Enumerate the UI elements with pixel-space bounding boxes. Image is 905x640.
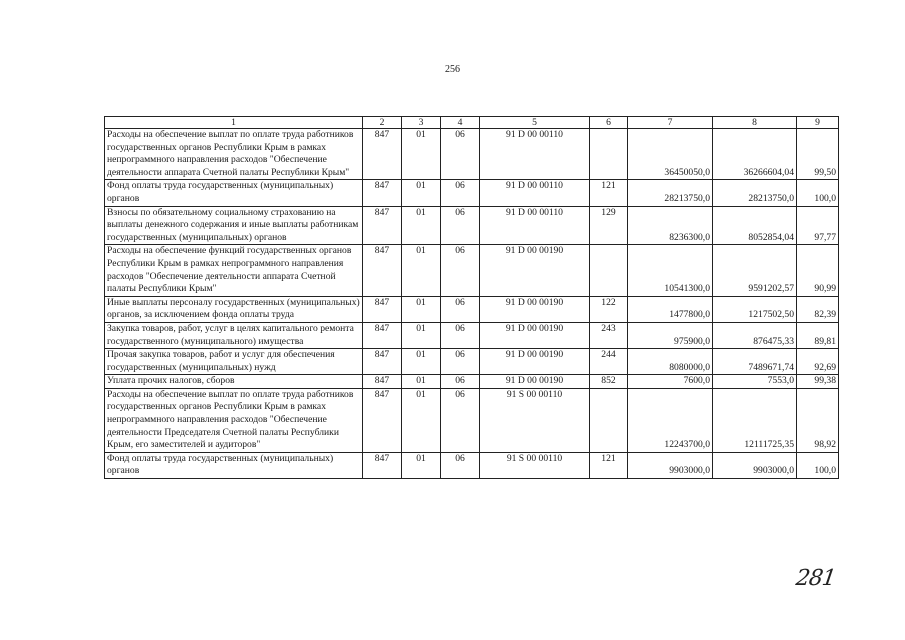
planned-amount-cell: 8080000,0 bbox=[628, 349, 713, 375]
header-cell: 3 bbox=[402, 117, 441, 129]
section-cell: 01 bbox=[402, 322, 441, 348]
execution-percent-cell: 100,0 bbox=[797, 452, 839, 478]
section-cell: 01 bbox=[402, 388, 441, 452]
execution-percent-cell: 90,99 bbox=[797, 245, 839, 296]
executed-amount-cell: 9591202,57 bbox=[713, 245, 797, 296]
execution-percent-cell: 99,50 bbox=[797, 129, 839, 180]
header-cell: 9 bbox=[797, 117, 839, 129]
target-article-cell: 91 D 00 00110 bbox=[480, 180, 590, 206]
target-article-cell: 91 D 00 00110 bbox=[480, 206, 590, 245]
subsection-cell: 06 bbox=[441, 322, 480, 348]
expense-type-cell: 122 bbox=[590, 296, 628, 322]
expense-type-cell: 129 bbox=[590, 206, 628, 245]
header-cell: 4 bbox=[441, 117, 480, 129]
section-cell: 01 bbox=[402, 452, 441, 478]
table-row bbox=[105, 452, 839, 478]
execution-percent-cell: 92,69 bbox=[797, 349, 839, 375]
planned-amount-cell: 36450050,0 bbox=[628, 129, 713, 180]
admin-code-cell: 847 bbox=[363, 388, 402, 452]
admin-code-cell: 847 bbox=[363, 322, 402, 348]
execution-percent-cell: 98,92 bbox=[797, 388, 839, 452]
execution-percent-cell: 100,0 bbox=[797, 180, 839, 206]
expense-type-cell: 852 bbox=[590, 375, 628, 389]
subsection-cell: 06 bbox=[441, 452, 480, 478]
subsection-cell: 06 bbox=[441, 129, 480, 180]
planned-amount-cell: 10541300,0 bbox=[628, 245, 713, 296]
execution-percent-cell: 82,39 bbox=[797, 296, 839, 322]
expense-name-cell: Уплата прочих налогов, сборов bbox=[105, 375, 363, 389]
execution-percent-cell: 99,38 bbox=[797, 375, 839, 389]
header-cell: 5 bbox=[480, 117, 590, 129]
admin-code-cell: 847 bbox=[363, 129, 402, 180]
header-row bbox=[105, 117, 839, 129]
planned-amount-cell: 28213750,0 bbox=[628, 180, 713, 206]
execution-percent-cell: 97,77 bbox=[797, 206, 839, 245]
table-body bbox=[105, 117, 839, 479]
section-cell: 01 bbox=[402, 349, 441, 375]
header-cell: 6 bbox=[590, 117, 628, 129]
table-row bbox=[105, 388, 839, 452]
executed-amount-cell: 8052854,04 bbox=[713, 206, 797, 245]
table-row bbox=[105, 296, 839, 322]
admin-code-cell: 847 bbox=[363, 245, 402, 296]
section-cell: 01 bbox=[402, 245, 441, 296]
page-number: 256 bbox=[445, 64, 460, 75]
executed-amount-cell: 876475,33 bbox=[713, 322, 797, 348]
table-row bbox=[105, 245, 839, 296]
table-row bbox=[105, 322, 839, 348]
expense-name-cell: Расходы на обеспечение функций государственных органов Республики Крым в рамках непрограммного направления расходов "Обеспечение деятельности аппарата Счетной палаты Республики Крым" bbox=[105, 245, 363, 296]
admin-code-cell: 847 bbox=[363, 180, 402, 206]
section-cell: 01 bbox=[402, 206, 441, 245]
section-cell: 01 bbox=[402, 375, 441, 389]
header-cell: 1 bbox=[105, 117, 363, 129]
target-article-cell: 91 D 00 00190 bbox=[480, 296, 590, 322]
target-article-cell: 91 D 00 00110 bbox=[480, 129, 590, 180]
planned-amount-cell: 975900,0 bbox=[628, 322, 713, 348]
table-row bbox=[105, 349, 839, 375]
table-row bbox=[105, 129, 839, 180]
expense-name-cell: Закупка товаров, работ, услуг в целях капитального ремонта государственного (муниципального) имущества bbox=[105, 322, 363, 348]
header-cell: 2 bbox=[363, 117, 402, 129]
execution-percent-cell: 89,81 bbox=[797, 322, 839, 348]
target-article-cell: 91 D 00 00190 bbox=[480, 322, 590, 348]
executed-amount-cell: 12111725,35 bbox=[713, 388, 797, 452]
target-article-cell: 91 D 00 00190 bbox=[480, 245, 590, 296]
expense-type-cell: 121 bbox=[590, 452, 628, 478]
admin-code-cell: 847 bbox=[363, 349, 402, 375]
header-cell: 7 bbox=[628, 117, 713, 129]
expense-type-cell: 243 bbox=[590, 322, 628, 348]
expense-name-cell: Взносы по обязательному социальному страхованию на выплаты денежного содержания и иные выплаты работникам государственных (муниципальных) органов bbox=[105, 206, 363, 245]
planned-amount-cell: 8236300,0 bbox=[628, 206, 713, 245]
expense-type-cell: 121 bbox=[590, 180, 628, 206]
subsection-cell: 06 bbox=[441, 375, 480, 389]
table-row bbox=[105, 375, 839, 389]
expense-name-cell: Расходы на обеспечение выплат по оплате труда работников государственных органов Республики Крым в рамках непрограммного направления расходов "Обеспечение деятельности Председателя Счетной палаты Республики Крым, его заместителей и аудиторов" bbox=[105, 388, 363, 452]
target-article-cell: 91 S 00 00110 bbox=[480, 388, 590, 452]
admin-code-cell: 847 bbox=[363, 206, 402, 245]
subsection-cell: 06 bbox=[441, 296, 480, 322]
target-article-cell: 91 D 00 00190 bbox=[480, 349, 590, 375]
expense-name-cell: Фонд оплаты труда государственных (муниципальных) органов bbox=[105, 452, 363, 478]
executed-amount-cell: 9903000,0 bbox=[713, 452, 797, 478]
admin-code-cell: 847 bbox=[363, 452, 402, 478]
header-cell: 8 bbox=[713, 117, 797, 129]
executed-amount-cell: 7553,0 bbox=[713, 375, 797, 389]
expense-type-cell bbox=[590, 245, 628, 296]
section-cell: 01 bbox=[402, 296, 441, 322]
planned-amount-cell: 1477800,0 bbox=[628, 296, 713, 322]
table-row bbox=[105, 180, 839, 206]
subsection-cell: 06 bbox=[441, 180, 480, 206]
expense-type-cell bbox=[590, 388, 628, 452]
executed-amount-cell: 36266604,04 bbox=[713, 129, 797, 180]
table-row bbox=[105, 206, 839, 245]
executed-amount-cell: 7489671,74 bbox=[713, 349, 797, 375]
section-cell: 01 bbox=[402, 180, 441, 206]
expense-type-cell bbox=[590, 129, 628, 180]
executed-amount-cell: 1217502,50 bbox=[713, 296, 797, 322]
handwritten-sheet-number: 281 bbox=[794, 566, 837, 591]
budget-table bbox=[104, 116, 839, 479]
target-article-cell: 91 D 00 00190 bbox=[480, 375, 590, 389]
planned-amount-cell: 7600,0 bbox=[628, 375, 713, 389]
planned-amount-cell: 12243700,0 bbox=[628, 388, 713, 452]
expense-name-cell: Расходы на обеспечение выплат по оплате труда работников государственных органов Республики Крым в рамках непрограммного направления расходов "Обеспечение деятельности аппарата Счетной палаты Республики Крым" bbox=[105, 129, 363, 180]
expense-name-cell: Прочая закупка товаров, работ и услуг для обеспечения государственных (муниципальных) нужд bbox=[105, 349, 363, 375]
expense-name-cell: Фонд оплаты труда государственных (муниципальных) органов bbox=[105, 180, 363, 206]
executed-amount-cell: 28213750,0 bbox=[713, 180, 797, 206]
target-article-cell: 91 S 00 00110 bbox=[480, 452, 590, 478]
expense-name-cell: Иные выплаты персоналу государственных (муниципальных) органов, за исключением фонда оплаты труда bbox=[105, 296, 363, 322]
subsection-cell: 06 bbox=[441, 388, 480, 452]
subsection-cell: 06 bbox=[441, 206, 480, 245]
expense-type-cell: 244 bbox=[590, 349, 628, 375]
admin-code-cell: 847 bbox=[363, 296, 402, 322]
subsection-cell: 06 bbox=[441, 245, 480, 296]
subsection-cell: 06 bbox=[441, 349, 480, 375]
section-cell: 01 bbox=[402, 129, 441, 180]
planned-amount-cell: 9903000,0 bbox=[628, 452, 713, 478]
admin-code-cell: 847 bbox=[363, 375, 402, 389]
